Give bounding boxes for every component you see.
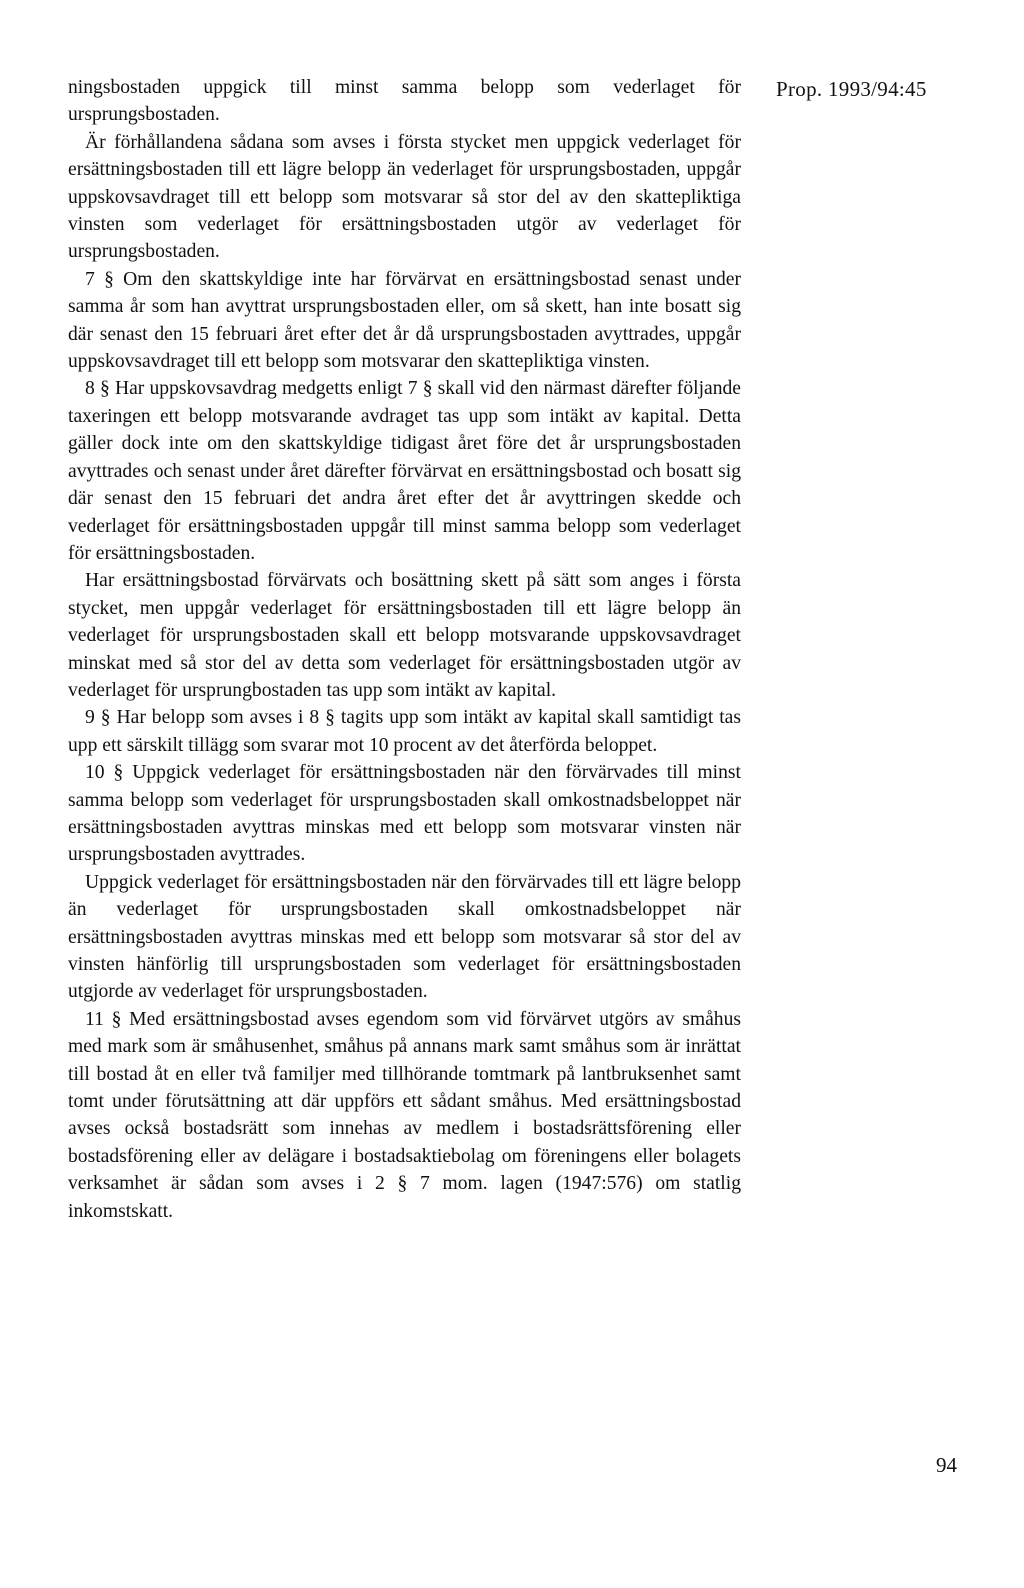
- paragraph: 8 § Har uppskovsavdrag medgetts enligt 7 § skall vid den närmast därefter följande taxeringen ett belopp motsvarande avdraget tas upp som intäkt av kapital. Detta gäller dock inte om den skattskyldige tidigast året före det år ursprungsbostaden avyttrades och senast under året därefter förvärvat en ersättningsbostad och bosatt sig där senast den 15 februari det andra året efter det år avyttringen skedde och vederlaget för ersättningsbostaden uppgår till minst samma belopp som vederlaget för ersättningsbostaden.: [68, 378, 741, 564]
- paragraph: ningsbostaden uppgick till minst samma belopp som vederlaget för ursprungsbostaden.: [68, 77, 741, 126]
- prop-reference: Prop. 1993/94:45: [776, 77, 927, 101]
- paragraph: Uppgick vederlaget för ersättningsbostaden när den förvärvades till ett lägre belopp än vederlaget för ursprungsbostaden skall omkostnadsbeloppet när ersättningsbostaden avyttras minskas med ett belopp som motsvarar så stor del av vinsten hänförlig till ursprungsbostaden som vederlaget för ersättningsbostaden utgjorde av vederlaget för ursprungsbostaden.: [68, 871, 741, 1003]
- paragraph: 9 § Har belopp som avses i 8 § tagits upp som intäkt av kapital skall samtidigt tas upp ett särskilt tillägg som svarar mot 10 procent av det återförda beloppet.: [68, 707, 741, 756]
- paragraph: 7 § Om den skattskyldige inte har förvärvat en ersättningsbostad senast under samma år som han avyttrat ursprungsbostaden eller, om så skett, han inte bosatt sig där senast den 15 februari året efter det år då ursprungsbostaden avyttrades, uppgår uppskovsavdraget till ett belopp som motsvarar den skattepliktiga vinsten.: [68, 268, 741, 373]
- paragraph: 11 § Med ersättningsbostad avses egendom som vid förvärvet utgörs av småhus med mark som är småhusenhet, småhus på annans mark samt småhus som är inrättat till bostad åt en eller två familjer med tillhörande tomtmark på lantbruksenhet samt tomt under förutsättning att där uppförs ett sådant småhus. Med ersättningsbostad avses också bostadsrätt som innehas av medlem i bostadsrättsförening eller bostadsförening eller av delägare i bostadsaktiebolag om föreningens eller bolagets verksamhet är sådan som avses i 2 § 7 mom. lagen (1947:576) om statlig inkomstskatt.: [68, 1008, 741, 1222]
- paragraph: Har ersättningsbostad förvärvats och bosättning skett på sätt som anges i första stycket, men uppgår vederlaget för ersättningsbostaden till ett lägre belopp än vederlaget för ursprungsbostaden skall ett belopp motsvarande uppskovsavdraget minskat med så stor del av detta som vederlaget för ersättningsbostaden utgör av vederlaget för ursprungbostaden tas upp som intäkt av kapital.: [68, 570, 741, 701]
- paragraph: 10 § Uppgick vederlaget för ersättningsbostaden när den förvärvades till minst samma belopp som vederlaget för ursprungsbostaden skall omkostnadsbeloppet när ersättningsbostaden avyttras minskas med ett belopp som motsvarar vinsten när ursprungsbostaden avyttrades.: [68, 762, 741, 866]
- page-number: 94: [936, 1453, 957, 1477]
- body-text: [68, 74, 741, 1225]
- paragraph: Är förhållandena sådana som avses i första stycket men uppgick vederlaget för ersättningsbostaden till ett lägre belopp än vederlaget för ursprungsbostaden, uppgår uppskovsavdraget till ett belopp som motsvarar så stor del av den skattepliktiga vinsten som vederlaget för ersättningsbostaden utgör av vederlaget för ursprungsbostaden.: [68, 131, 741, 263]
